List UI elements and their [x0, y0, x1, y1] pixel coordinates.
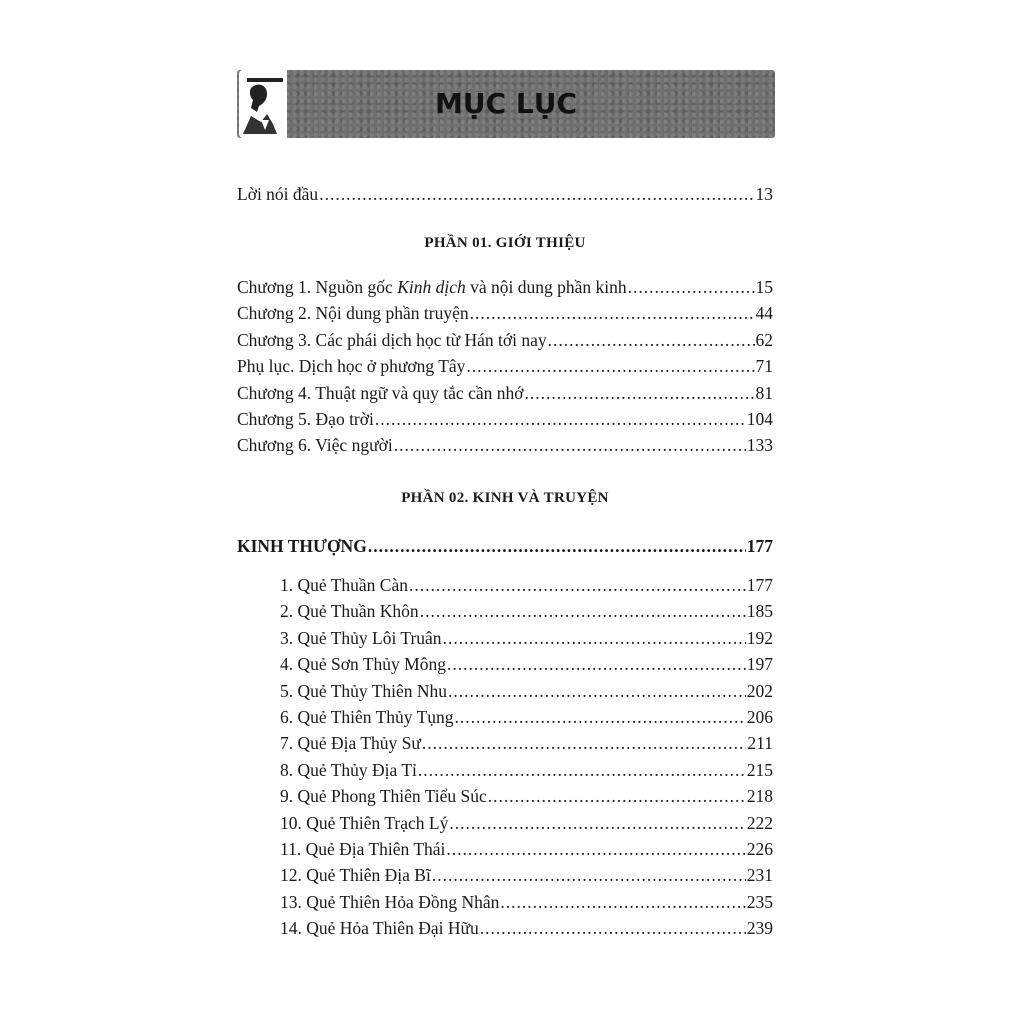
dot-leader — [470, 303, 755, 324]
dot-leader — [480, 918, 746, 939]
dot-leader — [432, 865, 746, 886]
entry-page: 206 — [746, 706, 773, 727]
dot-leader — [319, 184, 754, 205]
entry-label: KINH THƯỢNG — [237, 536, 367, 556]
toc-entry[interactable] — [237, 918, 773, 944]
toc-entry[interactable] — [237, 733, 773, 759]
entry-label-text: Chương 4. Thuật ngữ và quy tắc cần nhớ — [237, 382, 524, 403]
toc-entry[interactable] — [237, 865, 773, 891]
entry-label: 12. Quẻ Thiên Địa Bĩ — [280, 865, 431, 886]
toc-entry[interactable] — [237, 760, 773, 786]
entry-page: 13 — [755, 184, 773, 204]
entry-page: 197 — [746, 654, 773, 675]
entry-page: 15 — [755, 277, 773, 297]
toc-entry[interactable] — [237, 839, 773, 865]
entry-label: 10. Quẻ Thiên Trạch Lý — [280, 812, 449, 833]
toc-entry[interactable] — [237, 628, 773, 654]
dot-leader — [628, 277, 755, 298]
toc-entry[interactable] — [237, 303, 773, 329]
entry-label: 2. Quẻ Thuần Khôn — [280, 601, 419, 622]
toc-entry[interactable] — [237, 813, 773, 839]
toc-part2 — [237, 575, 773, 944]
entry-label: 5. Quẻ Thủy Thiên Nhu — [280, 680, 448, 701]
dot-leader — [500, 892, 745, 913]
toc-entry[interactable] — [237, 575, 773, 601]
entry-label: 8. Quẻ Thủy Địa Tỉ — [280, 759, 417, 780]
toc-section — [237, 536, 773, 562]
page-title: MỤC LỤC — [434, 87, 578, 120]
entry-label-text: Chương 5. Đạo trời — [237, 408, 374, 429]
entry-label: 13. Quẻ Thiên Hỏa Đồng Nhân — [280, 891, 500, 912]
dot-leader — [422, 733, 747, 754]
dot-leader — [375, 409, 746, 430]
toc-entry[interactable] — [237, 330, 773, 356]
dot-leader — [466, 356, 754, 377]
toc-entry[interactable] — [237, 892, 773, 918]
entry-page: 133 — [746, 435, 773, 456]
entry-page: 71 — [755, 356, 773, 377]
toc-entry[interactable] — [237, 654, 773, 680]
toc-intro — [237, 184, 773, 210]
toc-entry[interactable] — [237, 356, 773, 382]
toc-entry[interactable] — [237, 383, 773, 409]
entry-label: Lời nói đầu — [237, 184, 319, 204]
dot-leader — [420, 601, 746, 622]
entry-label — [237, 383, 523, 404]
entry-page: 218 — [746, 786, 773, 807]
dot-leader — [409, 575, 746, 596]
entry-label-text: Chương 6. Việc người — [237, 435, 393, 456]
part-heading: PHẦN 02. KINH VÀ TRUYỆN — [401, 490, 609, 506]
entry-label — [237, 303, 469, 324]
entry-label — [237, 277, 627, 298]
toc-entry[interactable] — [237, 681, 773, 707]
toc-entry[interactable] — [237, 435, 773, 461]
entry-label — [237, 330, 547, 351]
toc-entry[interactable] — [237, 707, 773, 733]
dot-leader — [455, 707, 746, 728]
dot-leader — [447, 654, 746, 675]
entry-label-text: và nội dung phần kinh — [465, 277, 627, 297]
entry-label-text: Chương 3. Các phái dịch học từ Hán tới nay — [237, 329, 547, 350]
entry-label-text: Phụ lục. Dịch học ở phương Tây — [237, 356, 466, 377]
entry-page: 81 — [755, 382, 773, 403]
dot-leader — [548, 330, 755, 351]
toc-part1 — [237, 277, 773, 462]
toc-entry[interactable] — [237, 409, 773, 435]
entry-page: 239 — [746, 918, 773, 939]
toc-entry[interactable] — [237, 184, 773, 210]
toc-section-entry[interactable] — [237, 536, 773, 562]
dot-leader — [368, 536, 746, 557]
entry-label: 14. Quẻ Hỏa Thiên Đại Hữu — [280, 918, 479, 939]
entry-page: 202 — [746, 680, 773, 701]
dot-leader — [443, 628, 746, 649]
dot-leader — [418, 760, 746, 781]
entry-page: 226 — [746, 838, 773, 859]
entry-label: 9. Quẻ Phong Thiên Tiểu Súc — [280, 786, 487, 807]
entry-label — [237, 409, 374, 430]
dot-leader — [394, 435, 746, 456]
entry-label: 6. Quẻ Thiên Thủy Tụng — [280, 706, 454, 727]
entry-page: 211 — [747, 733, 773, 754]
entry-page: 177 — [746, 575, 773, 595]
dot-leader — [488, 786, 746, 807]
entry-page: 62 — [755, 329, 773, 350]
entry-label: 7. Quẻ Địa Thủy Sư — [280, 733, 421, 754]
dot-leader — [524, 383, 754, 404]
entry-label-text: Chương 2. Nội dung phần truyện — [237, 303, 469, 324]
entry-label: 3. Quẻ Thủy Lôi Truân — [280, 627, 442, 648]
title-banner — [237, 70, 775, 138]
entry-page: 104 — [746, 408, 773, 429]
entry-page: 177 — [746, 536, 773, 556]
entry-page: 222 — [746, 812, 773, 833]
toc-entry[interactable] — [237, 786, 773, 812]
entry-page: 231 — [746, 865, 773, 886]
entry-label: 4. Quẻ Sơn Thủy Mông — [280, 654, 446, 675]
entry-label — [237, 356, 465, 377]
entry-label — [237, 435, 393, 456]
entry-label: 11. Quẻ Địa Thiên Thái — [280, 838, 446, 859]
entry-label-text: Chương 1. Nguồn gốc — [237, 277, 398, 297]
dot-leader — [446, 839, 745, 860]
entry-label-italic: Kinh dịch — [397, 277, 466, 297]
entry-page: 235 — [746, 891, 773, 912]
toc-entry[interactable] — [237, 277, 773, 303]
dot-leader — [448, 681, 746, 702]
toc-entry[interactable] — [237, 601, 773, 627]
entry-page: 44 — [755, 303, 773, 324]
dot-leader — [449, 813, 745, 834]
part-heading: PHẦN 01. GIỚI THIỆU — [424, 235, 586, 251]
entry-label: 1. Quẻ Thuần Càn — [280, 575, 408, 595]
entry-page: 192 — [746, 627, 773, 648]
entry-page: 215 — [746, 759, 773, 780]
entry-page: 185 — [746, 601, 773, 622]
